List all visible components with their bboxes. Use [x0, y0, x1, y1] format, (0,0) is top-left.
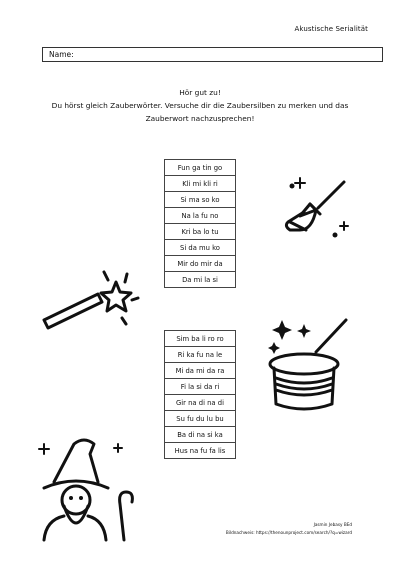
wizard-icon — [34, 430, 138, 542]
syllable-cell: Su fu du lu bu — [165, 411, 236, 427]
syllable-cell: Da mi la si — [165, 272, 236, 288]
syllable-cell: Mi da mi da ra — [165, 363, 236, 379]
syllable-cell: Sim ba li ro ro — [165, 331, 236, 347]
table-row — [165, 256, 236, 272]
syllable-cell: Fun ga tin go — [165, 160, 236, 176]
syllable-cell: Si da mu ko — [165, 240, 236, 256]
table-row — [165, 427, 236, 443]
syllable-cell: Kri ba lo tu — [165, 224, 236, 240]
syllable-cell: Fi la si da ri — [165, 379, 236, 395]
table-row — [165, 363, 236, 379]
syllable-cell: Gir na di na di — [165, 395, 236, 411]
syllable-table-1 — [164, 159, 236, 288]
name-label: Name: — [49, 50, 74, 59]
magic-hat-icon — [262, 312, 356, 414]
instruction-line-3: Zauberwort nachzusprechen! — [145, 114, 255, 123]
syllable-cell: Hus na fu fa lis — [165, 443, 236, 459]
table-row — [165, 379, 236, 395]
table-row — [165, 192, 236, 208]
worksheet-topic: Akustische Serialität — [294, 25, 368, 33]
instructions — [40, 86, 360, 125]
author-credit: Jasmin Jebasy BEd — [313, 522, 352, 527]
table-row — [165, 176, 236, 192]
table-row — [165, 208, 236, 224]
syllable-cell: Na la fu no — [165, 208, 236, 224]
table-row — [165, 240, 236, 256]
table-row — [165, 411, 236, 427]
syllable-table-2 — [164, 330, 236, 459]
syllable-cell: Mir do mir da — [165, 256, 236, 272]
syllable-cell: Si ma so ko — [165, 192, 236, 208]
magic-wand-icon — [40, 268, 140, 334]
broom-icon — [278, 174, 358, 244]
table-row — [165, 272, 236, 288]
table-row — [165, 395, 236, 411]
table-row — [165, 347, 236, 363]
table-row — [165, 160, 236, 176]
name-field[interactable] — [42, 47, 383, 62]
syllable-cell: Kli mi kli ri — [165, 176, 236, 192]
table-row — [165, 331, 236, 347]
image-source-credit: Bildnachweis: https://thenounproject.com/search/?q=wizard — [225, 530, 352, 535]
instruction-line-1: Hör gut zu! — [179, 88, 221, 97]
table-row — [165, 224, 236, 240]
syllable-cell: Ba di na si ka — [165, 427, 236, 443]
instruction-line-2: Du hörst gleich Zauberwörter. Versuche dir die Zaubersilben zu merken und das — [51, 101, 349, 110]
syllable-cell: Ri ka fu na le — [165, 347, 236, 363]
table-row — [165, 443, 236, 459]
